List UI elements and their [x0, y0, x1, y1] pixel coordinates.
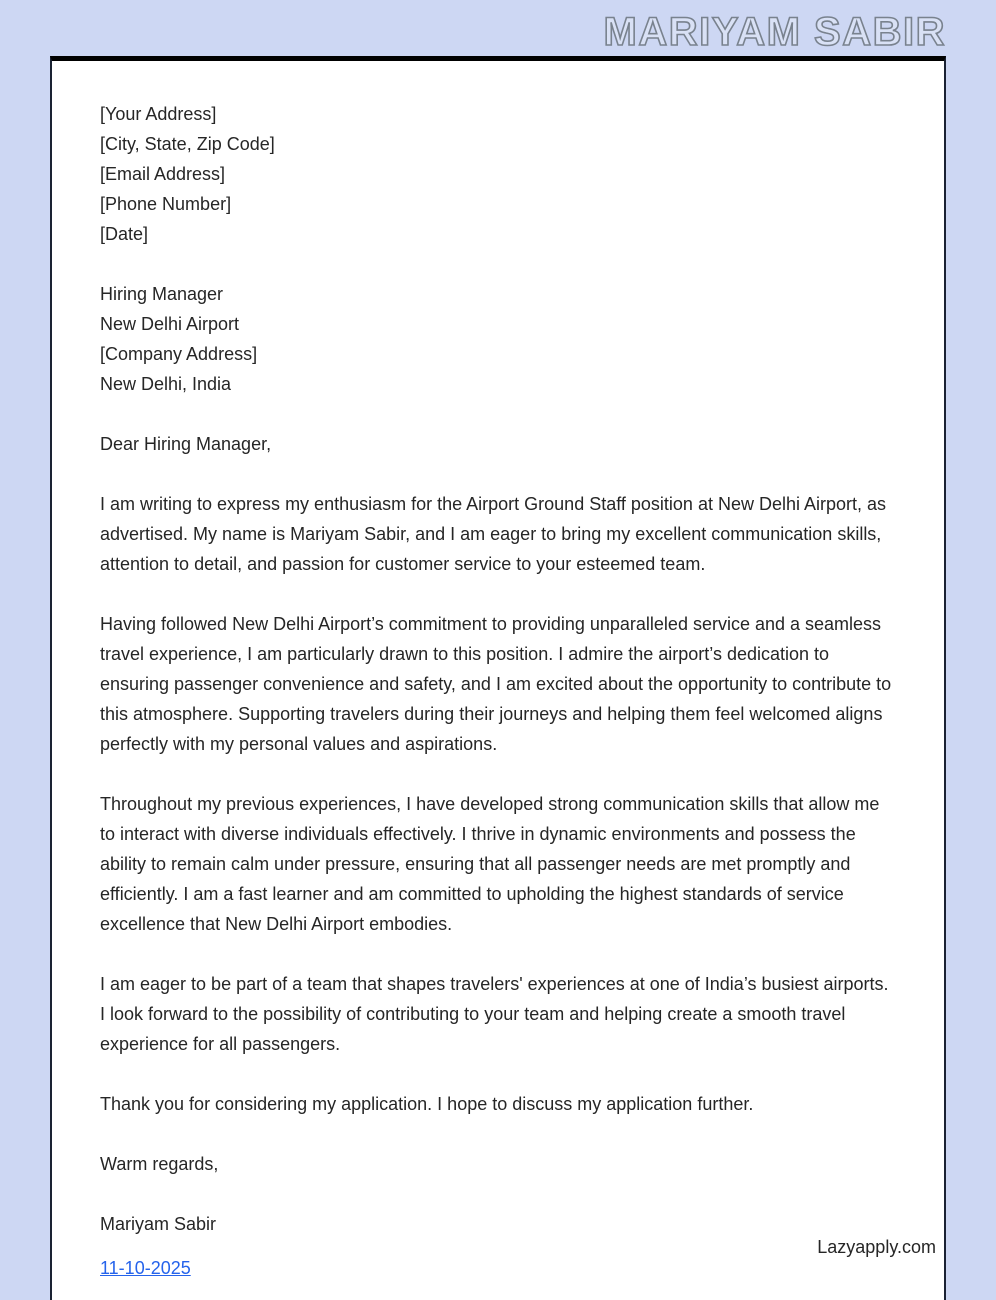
closing: Warm regards, — [100, 1154, 219, 1174]
sender-address-line: [Email Address] — [100, 164, 226, 184]
date-link[interactable]: 11-10-2025 — [100, 1258, 191, 1278]
recipient-line: New Delhi Airport — [100, 314, 240, 334]
salutation: Dear Hiring Manager, — [100, 434, 272, 454]
sender-address-line: [Phone Number] — [100, 194, 232, 214]
sender-address-line: [Your Address] — [100, 104, 217, 124]
letter-paragraph: I am writing to express my enthusiasm for the Airport Ground Staff position at New Delhi Airport, as advertised. My name is Mariyam Sabir, and I am eager to bring my excellent communication skills, attention to detail, and passion for customer service to your esteemed team. — [100, 494, 887, 574]
recipient-line: [Company Address] — [100, 344, 258, 364]
header-name: MARIYAM SABIR — [603, 10, 946, 54]
watermark-link[interactable]: Lazyapply.com — [817, 1237, 936, 1257]
recipient-line: Hiring Manager — [100, 284, 224, 304]
letter-paragraph: I am eager to be part of a team that shapes travelers' experiences at one of India’s busiest airports. I look forward to the possibility of contributing to your team and helping create a smooth travel experience for all passengers. — [100, 974, 889, 1054]
letter-paragraph: Having followed New Delhi Airport’s commitment to providing unparalleled service and a seamless travel experience, I am particularly drawn to this position. I admire the airport’s dedication to ensuring passenger convenience and safety, and I am excited about the opportunity to contribute to this atmosphere. Supporting travelers during their journeys and helping them feel welcomed aligns perfectly with my personal values and aspirations. — [100, 614, 892, 754]
letter-paragraph: Thank you for considering my application. I hope to discuss my application further. — [100, 1094, 754, 1114]
letter-paragraph: Throughout my previous experiences, I have developed strong communication skills that allow me to interact with diverse individuals effectively. I thrive in dynamic environments and possess the ability to remain calm under pressure, ensuring that all passenger needs are met promptly and efficiently. I am a fast learner and am committed to upholding the highest standards of service excellence that New Delhi Airport embodies. — [100, 794, 880, 934]
sender-address-line: [City, State, Zip Code] — [100, 134, 275, 154]
recipient-block — [100, 279, 894, 399]
signature: Mariyam Sabir — [100, 1214, 217, 1234]
sender-address-block — [100, 99, 894, 249]
letter-sheet — [50, 56, 946, 1300]
recipient-line: New Delhi, India — [100, 374, 232, 394]
sender-address-line: [Date] — [100, 224, 149, 244]
